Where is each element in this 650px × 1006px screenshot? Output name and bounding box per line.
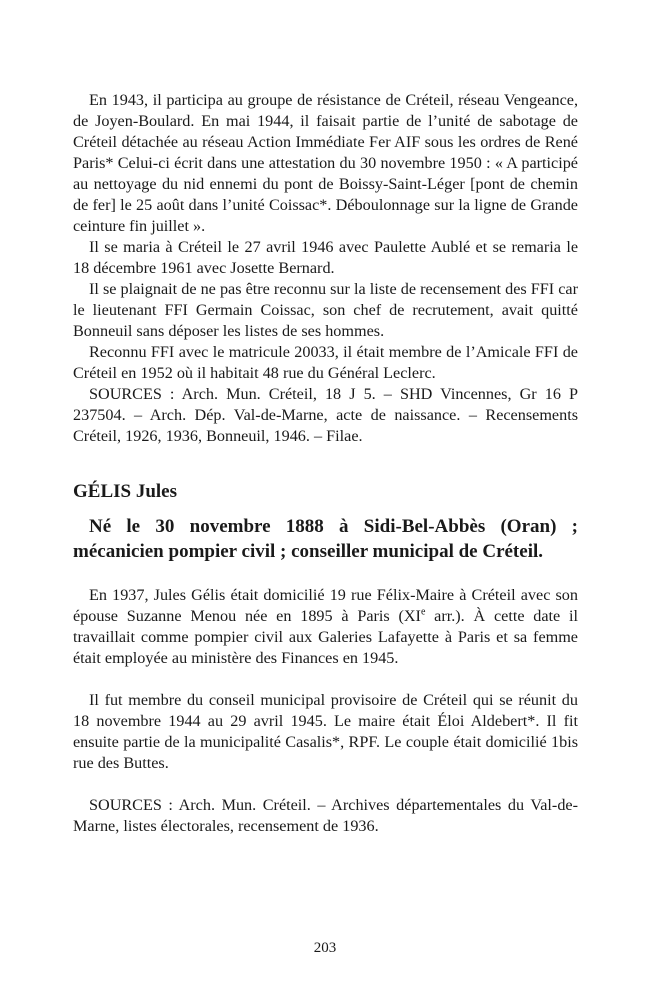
paragraph-ffi-recognition: Reconnu FFI avec le matricule 20033, il était membre de l’Amicale FFI de Créteil en 1952 où il habitait 48 rue du Général Leclerc. <box>73 343 578 382</box>
entry-summary: Né le 30 novembre 1888 à Sidi-Bel-Abbès (Oran) ; mécanicien pompier civil ; conseiller municipal de Créteil. <box>73 516 578 562</box>
entry-heading: GÉLIS Jules <box>73 481 178 502</box>
domicile-text-start: En 1937, Jules Gélis était domicilié 19 rue Félix-Maire à Créteil avec son épouse Suzanne Menou née en 1895 à Paris (XI <box>73 586 578 625</box>
paragraph-municipal-council: Il fut membre du conseil municipal provisoire de Créteil qui se réunit du 18 novembre 1944 au 29 avril 1945. Le maire était Éloi Aldebert*. Il fit ensuite partie de la municipalité Casalis*, RPF. Le couple était domicilié 1bis rue des Buttes. <box>73 691 578 772</box>
arrondissement-superscript: e <box>420 606 426 618</box>
paragraph-ffi-complaint: Il se plaignait de ne pas être reconnu sur la liste de recensement des FFI car le lieutenant FFI Germain Coissac, son chef de recrutement, avait quitté Bonneuil sans déposer les listes de ses hommes. <box>73 280 578 340</box>
paragraph-sources-previous: SOURCES : Arch. Mun. Créteil, 18 J 5. – SHD Vincennes, Gr 16 P 237504. – Arch. Dép. Val-de-Marne, acte de naissance. – Recensements Créteil, 1926, 1936, Bonneuil, 1946. – Filae. <box>73 385 578 445</box>
page-number: 203 <box>313 940 337 956</box>
page-text <box>73 90 578 837</box>
paragraph-marriage: Il se maria à Créteil le 27 avril 1946 avec Paulette Aublé et se remaria le 18 décembre 1961 avec Josette Bernard. <box>73 238 578 277</box>
paragraph-domicile <box>73 585 578 669</box>
paragraph-resistance: En 1943, il participa au groupe de résistance de Créteil, réseau Vengeance, de Joyen-Boulard. En mai 1944, il faisait partie de l’unité de sabotage de Créteil détachée au réseau Action Immédiate Fer AIF sous les ordres de René Paris* Celui-ci écrit dans une attestation du 30 novembre 1950 : « A participé au nettoyage du nid ennemi du pont de Boissy-Saint-Léger [pont de chemin de fer] le 25 août dans l’unité Coissac*. Déboulonnage sur la ligne de Grande ceinture fin juillet ». <box>73 91 578 235</box>
domicile-text-end: arr.). À cette date il travaillait comme pompier civil aux Galeries Lafayette à Paris et sa femme était employée au ministère des Finances en 1945. <box>73 607 578 667</box>
paragraph-sources: SOURCES : Arch. Mun. Créteil. – Archives départementales du Val-de-Marne, listes électorales, recensement de 1936. <box>73 796 578 835</box>
